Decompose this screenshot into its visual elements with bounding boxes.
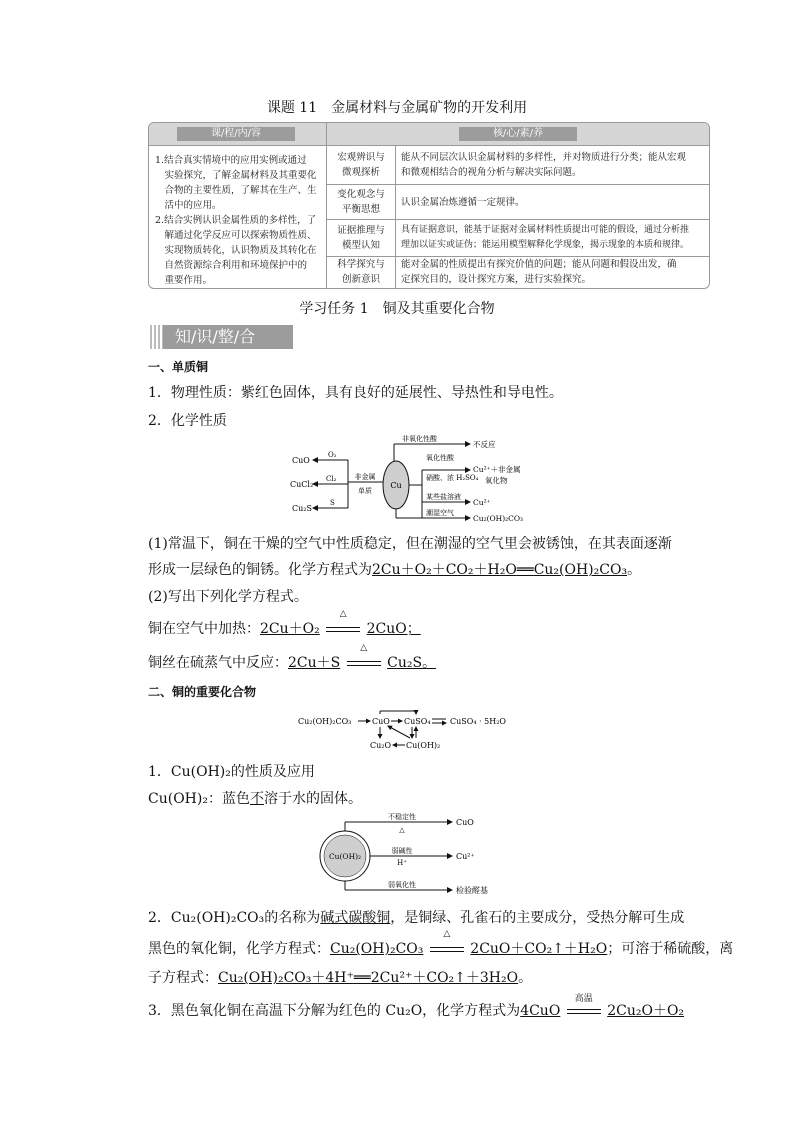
left-line: 合物的主要性质，了解其在生产、生: [155, 185, 317, 196]
cuoh2-property-diagram: [318, 812, 518, 898]
text: 子方程式：: [148, 970, 218, 986]
left-line: 重要作用。: [155, 275, 213, 286]
equation-left: Cu₂(OH)₂CO₃: [330, 941, 424, 957]
competency-name: 证据推理与: [337, 225, 385, 236]
label-weak-oxidizer: 弱氧化性: [388, 881, 416, 889]
competency-name: 变化观念与: [337, 189, 385, 200]
competency-row: [327, 220, 709, 257]
text: ，是铜绿、孔雀石的主要成分，受热分解可生成: [390, 910, 685, 926]
competency-desc: 能从不同层次认识金属材料的多样性，并对物质进行分类；能从宏观: [401, 152, 687, 163]
reaction-condition: [324, 609, 362, 637]
competency-desc: 定探究目的，设计探究方案，进行实验探究。: [401, 274, 592, 285]
equation-equals: ══: [353, 970, 371, 986]
section-heading: 一、单质铜: [148, 360, 209, 374]
compound-cu2o: Cu₂O: [370, 741, 392, 750]
equation-left: 4CuO: [520, 1003, 561, 1019]
paragraph: 1．Cu(OH)₂的性质及应用: [148, 764, 315, 780]
product-basic-carbonate: Cu₂(OH)₂CO₃: [473, 514, 524, 523]
label-h-plus: H⁺: [397, 859, 407, 867]
equation-right: Cu₂S。: [387, 655, 437, 671]
task-title: 学习任务 1 铜及其重要化合物: [299, 301, 495, 317]
condition-moist-air: 潮湿空气: [426, 509, 454, 517]
condition-nonoxidizing-acid: 非氧化性酸: [402, 435, 437, 443]
basic-carbonate-line-3: [148, 967, 532, 987]
copper-reaction-diagram: [280, 430, 550, 526]
caption-element: 单质: [358, 487, 372, 495]
equation-left: 2Cu＋O₂: [260, 621, 320, 637]
caption-nonmetal: 非金属: [354, 473, 376, 481]
compound-cuso4: CuSO₄: [404, 717, 431, 726]
table-header-left: [149, 123, 327, 146]
period: 。: [627, 562, 642, 578]
cuoh2-description: [148, 788, 362, 808]
competency-name: 科学探究与: [337, 259, 385, 270]
left-line: 活中的应用。: [155, 200, 222, 211]
product-oxide: 氧化物: [485, 476, 508, 485]
text: Cu(OH)₂：蓝色: [148, 791, 250, 807]
equation-s-line: [148, 643, 437, 672]
section-badge: 知/识/整/合: [163, 325, 293, 349]
competency-desc: 具有证据意识，能基于证据对金属材料性质提出可能的假设，通过分析推: [401, 225, 690, 235]
condition-nitric-acid: 硝酸、浓 H₂SO₄: [426, 474, 479, 482]
paragraph: (1)常温下，铜在干燥的空气中性质稳定，但在潮湿的空气里会被锈蚀，在其表面逐渐: [148, 536, 672, 552]
reagent-o2: O₂: [328, 451, 337, 459]
competency-row: [327, 185, 709, 220]
equation-right: 2CuO；: [366, 621, 421, 637]
product-no-reaction: 不反应: [473, 440, 496, 449]
equation-right: 2Cu₂O＋O₂: [607, 1003, 685, 1019]
text: ；可溶于稀硫酸，离: [607, 941, 734, 957]
competency-name: 平衡思想: [341, 204, 380, 215]
text: 溶于水的固体。: [263, 791, 362, 807]
basic-carbonate-line-2: [148, 929, 734, 958]
competency-row: [327, 146, 709, 185]
condition-label: △: [360, 643, 368, 653]
prefix: 铜在空气中加热：: [148, 621, 260, 637]
page-title: 课题 11 金属材料与金属矿物的开发利用: [266, 100, 528, 116]
copper-compound-diagram: [298, 708, 528, 754]
reagent-cl2: Cl₂: [326, 475, 337, 483]
equation-right: 2CuO＋CO₂↑＋H₂O: [470, 941, 608, 957]
reaction-condition: [428, 929, 466, 957]
text: 形成一层绿色的铜锈。化学方程式为: [148, 562, 372, 578]
basic-carbonate-line-1: [148, 907, 684, 927]
label-weak-base: 弱碱性: [391, 847, 413, 855]
competency-name: 宏观辨识与: [337, 152, 385, 163]
product-cuo: CuO: [292, 456, 310, 465]
left-line: 实验探究，了解金属材料及其重要化: [155, 170, 317, 181]
paragraph: 1．物理性质：紫红色固体，具有良好的延展性、导热性和导电性。: [148, 385, 563, 401]
competency-desc: 理加以证实或证伪；能运用模型解释化学现象，揭示现象的本质和规律。: [401, 240, 690, 250]
competency-desc: 和微观相结合的视角分析与解决实际问题。: [401, 167, 582, 178]
equation-right: Cu₂(OH)₂CO₃: [533, 562, 628, 578]
competency-name: 创新意识: [341, 274, 380, 285]
label-heat: △: [399, 826, 405, 834]
header-left-label: 课/程/内/容: [177, 127, 295, 141]
compound-cuo: CuO: [372, 717, 390, 726]
product-cu2plus-nonmetal: Cu²⁺＋非金属: [473, 465, 521, 474]
left-line: 自然资源综合利用和环境保护中的: [155, 260, 308, 271]
competency-desc: 能对金属的性质提出有探究价值的问题；能从问题和假设出发，确: [401, 259, 677, 270]
product-aldehyde-test: 检验醛基: [456, 886, 488, 895]
badge-stripe: [150, 325, 164, 349]
underlined-text: 不: [249, 791, 264, 807]
prefix: 铜丝在硫蒸气中反应：: [148, 655, 288, 671]
equation-left: 2Cu＋S: [288, 655, 341, 671]
rust-equation-line: [148, 559, 641, 579]
table-header-right: [327, 123, 709, 146]
competency-name: 模型认知: [341, 240, 380, 251]
reaction-condition: [565, 994, 603, 1019]
text: 2．Cu₂(OH)₂CO₃的名称为: [148, 910, 321, 926]
competency-row: [327, 257, 709, 288]
text: 3．黑色氧化铜在高温下分解为红色的 Cu₂O，化学方程式为: [148, 1003, 521, 1019]
competency-desc: 认识金属冶炼遵循一定规律。: [401, 197, 525, 208]
reagent-s: S: [330, 499, 335, 507]
product-cu2plus: Cu²⁺: [456, 852, 475, 861]
underlined-name: 碱式碳酸铜: [320, 910, 391, 926]
equation-left: 2Cu＋O₂＋CO₂＋H₂O: [372, 562, 517, 578]
condition-label: △: [339, 609, 347, 619]
compound-basic-carbonate: Cu₂(OH)₂CO₃: [298, 717, 352, 726]
condition-oxidizing-acid: 氧化性酸: [426, 454, 454, 462]
equation-left: Cu₂(OH)₂CO₃＋4H⁺: [218, 970, 354, 986]
compound-pentahydrate: CuSO₄ · 5H₂O: [450, 717, 506, 726]
left-line: 1.结合真实情境中的应用实例或通过: [155, 155, 307, 166]
left-line: 解通过化学反应可以探索物质性质、: [155, 230, 317, 241]
condition-salt-solution: 某些盐溶液: [426, 493, 461, 501]
text: 黑色的氧化铜，化学方程式：: [148, 941, 330, 957]
condition-label: 高温: [574, 994, 593, 1004]
section-heading: 二、铜的重要化合物: [148, 685, 257, 699]
text: 。: [518, 970, 533, 986]
product-cucl2: CuCl₂: [290, 480, 314, 489]
cuo-decomposition-line: [148, 994, 685, 1020]
equation-equals: ══: [516, 562, 534, 578]
product-cu2plus: Cu²⁺: [473, 498, 491, 507]
paragraph: (2)写出下列化学方程式。: [148, 589, 308, 605]
equation-right: 2Cu²⁺＋CO₂↑＋3H₂O: [370, 970, 519, 986]
product-cu2s: Cu₂S: [292, 504, 312, 513]
paragraph: 2．化学性质: [148, 413, 227, 429]
reaction-condition: [345, 643, 383, 671]
label-instability: 不稳定性: [388, 813, 416, 821]
condition-label: △: [443, 929, 451, 939]
cuoh2-label: Cu(OH)₂: [328, 852, 362, 861]
equation-air-line: [148, 609, 421, 638]
left-line: 2.结合实例认识金属性质的多样性，了: [155, 215, 317, 226]
header-right-label: 核/心/素/养: [459, 127, 577, 141]
curriculum-table: [148, 122, 710, 289]
competency-name: 微观探析: [341, 167, 380, 178]
compound-cuoh2: Cu(OH)₂: [406, 741, 441, 750]
copper-label: Cu: [390, 481, 402, 490]
curriculum-content: [149, 146, 327, 288]
product-cuo: CuO: [456, 818, 474, 827]
left-line: 实现物质转化，认识物质及其转化在: [155, 245, 317, 256]
